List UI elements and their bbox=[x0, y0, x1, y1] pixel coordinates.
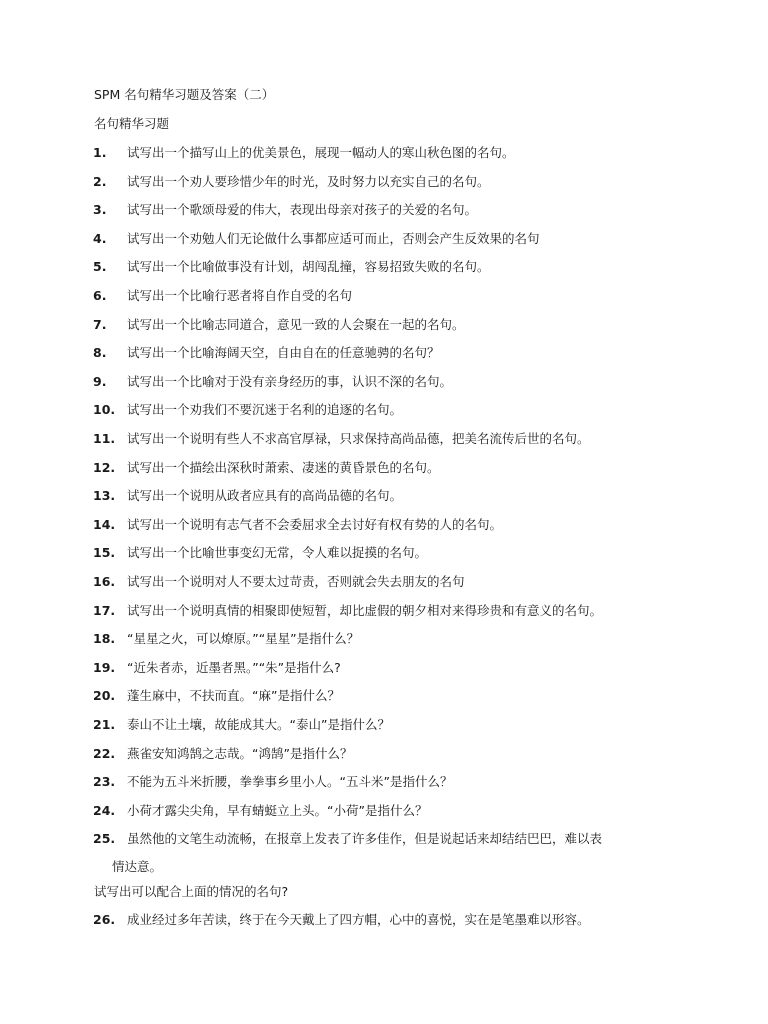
question-text: 试写出一个劝人要珍惜少年的时光，及时努力以充实自己的名句。 bbox=[127, 173, 490, 189]
question-number: 20. bbox=[93, 688, 116, 704]
question-text: 试写出一个说明从政者应具有的高尚品德的名句。 bbox=[127, 488, 403, 504]
question-text: 试写出一个说明有些人不求高官厚禄，只求保持高尚品德，把美名流传后世的名句。 bbox=[127, 431, 590, 446]
question-number: 12. bbox=[93, 459, 116, 475]
question-number: 9. bbox=[93, 373, 107, 389]
question-number: 26. bbox=[93, 912, 116, 927]
question-text: 蓬生麻中，不扶而直。“麻”是指什么？ bbox=[127, 688, 340, 704]
question-text: 试写出一个说明真情的相聚即使短暂，却比虚假的朝夕相对来得珍贵和有意义的名句。 bbox=[127, 602, 603, 618]
question-number: 3. bbox=[93, 202, 107, 218]
question-text: 试写出一个说明有志气者不会委屈求全去讨好有权有势的人的名句。 bbox=[127, 516, 503, 532]
question-text: 试写出一个说明对人不要太过苛责，否则就会失去朋友的名句 bbox=[127, 574, 465, 589]
question-number: 5. bbox=[93, 259, 107, 275]
question-text: 试写出一个比喻对于没有亲身经历的事，认识不深的名句。 bbox=[127, 373, 453, 389]
question-text: 试写出一个劝我们不要沉迷于名利的追逐的名句。 bbox=[127, 402, 403, 418]
question-number: 25. bbox=[93, 831, 116, 847]
question-text: 燕雀安知鸿鹄之志哉。“鸿鹄”是指什么？ bbox=[127, 745, 353, 761]
question-text: 试写出一个比喻志同道合，意见一致的人会聚在一起的名句。 bbox=[127, 316, 465, 332]
question-number: 19. bbox=[93, 659, 116, 675]
question-number: 11. bbox=[93, 431, 116, 446]
question-text: 小荷才露尖尖角，早有蜻蜓立上头。“小荷”是指什么？ bbox=[127, 802, 428, 818]
question-text: 虽然他的文笔生动流畅，在报章上发表了许多佳作，但是说起话来却结结巴巴，难以表 bbox=[127, 831, 603, 847]
question-text: 试写出一个劝勉人们无论做什么事都应适可而止，否则会产生反效果的名句 bbox=[127, 230, 540, 246]
question-text: 泰山不让土壤，故能成其大。“泰山”是指什么？ bbox=[127, 717, 390, 732]
question-number: 6. bbox=[93, 288, 107, 303]
question-number: 2. bbox=[93, 173, 107, 189]
question-number: 22. bbox=[93, 745, 116, 761]
document-title: SPM 名句精华习题及答案（二） bbox=[94, 87, 275, 102]
question-text: “近朱者赤，近墨者黑。”“朱”是指什么? bbox=[127, 659, 341, 675]
question-number: 18. bbox=[93, 631, 116, 647]
question-text-continuation: 情达意。 bbox=[112, 859, 163, 875]
question-number: 1. bbox=[93, 145, 107, 160]
question-text: 试写出一个比喻世事变幻无常，令人难以捉摸的名句。 bbox=[127, 545, 428, 561]
question-text: “星星之火，可以燎原。”“星星”是指什么？ bbox=[127, 631, 360, 647]
question-number: 17. bbox=[93, 602, 116, 618]
question-number: 13. bbox=[93, 488, 116, 504]
question-text: 不能为五斗米折腰，拳拳事乡里小人。“五斗米”是指什么？ bbox=[127, 774, 453, 790]
question-text: 试写出一个比喻行恶者将自作自受的名句 bbox=[127, 288, 353, 303]
question-number: 8. bbox=[93, 345, 107, 361]
question-number: 7. bbox=[93, 316, 107, 332]
document-subtitle: 名句精华习题 bbox=[94, 116, 170, 131]
question-text: 试写出一个比喻做事没有计划，胡闯乱撞，容易招致失败的名句。 bbox=[127, 259, 490, 275]
question-number: 23. bbox=[93, 774, 116, 790]
question-number: 4. bbox=[93, 230, 107, 246]
question-number: 14. bbox=[93, 516, 116, 532]
section-heading: 试写出可以配合上面的情况的名句? bbox=[94, 884, 289, 899]
question-number: 10. bbox=[93, 402, 116, 418]
question-number: 15. bbox=[93, 545, 116, 561]
question-number: 16. bbox=[93, 574, 116, 589]
question-text: 成业经过多年苦读，终于在今天戴上了四方帽，心中的喜悦，实在是笔墨难以形容。 bbox=[127, 912, 590, 927]
question-text: 试写出一个比喻海阔天空，自由自在的任意驰骋的名句？ bbox=[127, 345, 440, 361]
question-text: 试写出一个歌颂母爱的伟大，表现出母亲对孩子的关爱的名句。 bbox=[127, 202, 478, 218]
question-number: 24. bbox=[93, 802, 116, 818]
question-text: 试写出一个描写山上的优美景色，展现一幅动人的寒山秋色图的名句。 bbox=[127, 145, 515, 160]
question-text: 试写出一个描绘出深秋时萧索、凄迷的黄昏景色的名句。 bbox=[127, 459, 440, 475]
question-number: 21. bbox=[93, 717, 116, 732]
